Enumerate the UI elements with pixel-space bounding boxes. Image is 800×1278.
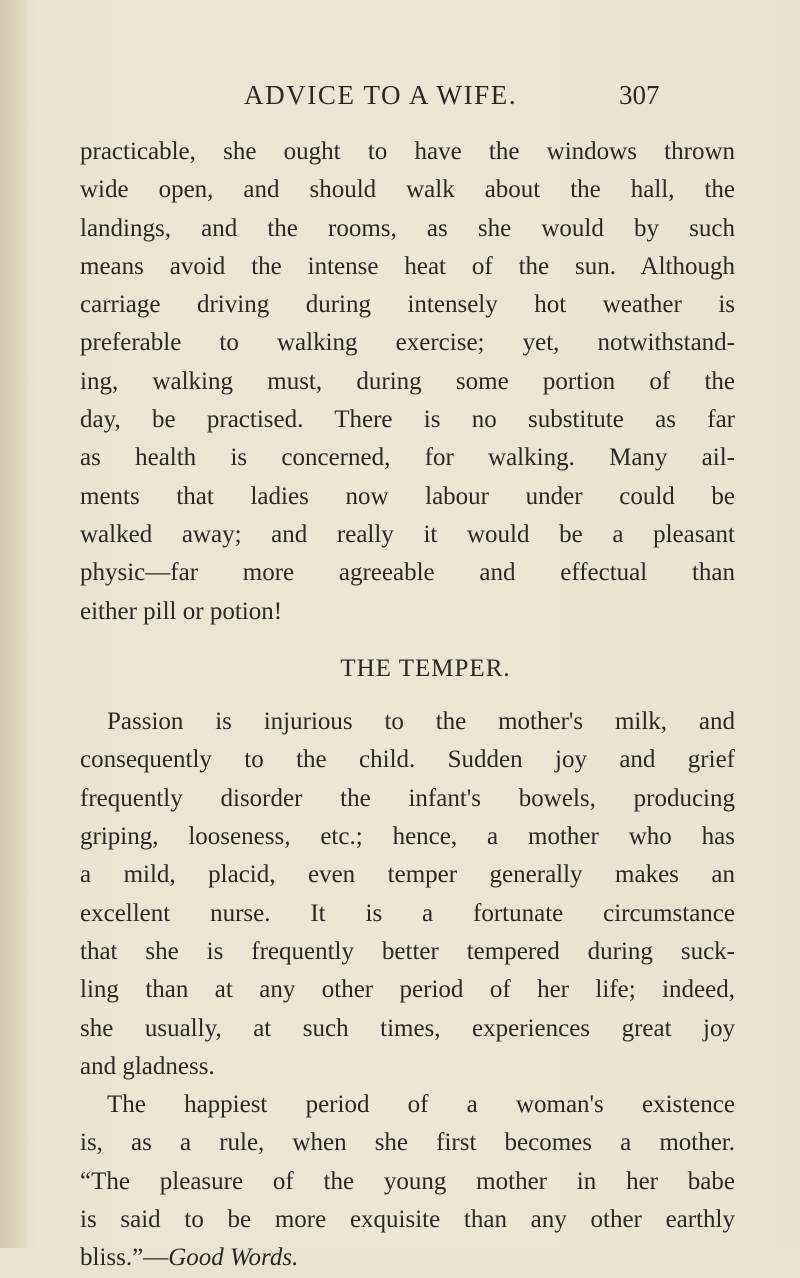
text-line: that she is frequently better tempered during suck- [80,937,735,965]
text-line: consequently to the child. Sudden joy and grief [80,746,735,774]
text-line: day, be practised. There is no substitute as far [80,406,735,434]
text-line: and gladness. [80,1052,215,1080]
text-line: ling than at any other period of her life; indeed, [80,976,735,1004]
page-header [0,80,800,120]
text-line: as health is concerned, for walking. Many ail- [80,444,735,472]
section-heading: THE TEMPER. [340,654,511,682]
paragraph-walking-exercise [80,133,735,631]
text-line: frequently disorder the infant's bowels, producing [80,784,735,812]
text-line: ing, walking must, during some portion of the [80,367,735,395]
text-line: preferable to walking exercise; yet, notwithstand- [80,329,735,357]
text-line: ments that ladies now labour under could be [80,482,735,510]
running-title: ADVICE TO A WIFE. [244,80,518,110]
text-line: she usually, at such times, experiences great joy [80,1014,735,1042]
text-line: practicable, she ought to have the windows thrown [80,138,735,165]
text-line: landings, and the rooms, as she would by such [80,214,735,242]
text-line: walked away; and really it would be a pleasant [80,520,735,548]
text-line: wide open, and should walk about the hall, the [80,176,735,204]
text-line: either pill or potion! [80,597,283,625]
text-line: is said to be more exquisite than any other earthly [80,1206,735,1234]
closing-quote-text: bliss.”— [80,1244,169,1272]
text-line: Passion is injurious to the mother's milk, and [107,708,735,736]
page-body [80,133,735,1278]
page-number: 307 [619,80,660,110]
text-line: is, as a rule, when she first becomes a mother. [80,1129,735,1157]
text-line: a mild, placid, even temper generally makes an [80,861,735,889]
text-line: physic—far more agreeable and effectual than [80,559,735,587]
quotation-source: Good Words. [168,1244,299,1272]
paragraph-happiest-period [80,1086,735,1277]
text-line: “The pleasure of the young mother in her babe [80,1167,735,1195]
text-line: The happiest period of a woman's existence [107,1091,735,1119]
text-line: means avoid the intense heat of the sun. Although [80,252,735,280]
page-binding-shadow [0,0,26,1248]
text-line: carriage driving during intensely hot weather is [80,291,735,319]
text-line [80,1239,735,1277]
paragraph-passion [80,703,735,1086]
text-line: excellent nurse. It is a fortunate circumstance [80,899,735,927]
text-line: griping, looseness, etc.; hence, a mother who has [80,823,735,851]
